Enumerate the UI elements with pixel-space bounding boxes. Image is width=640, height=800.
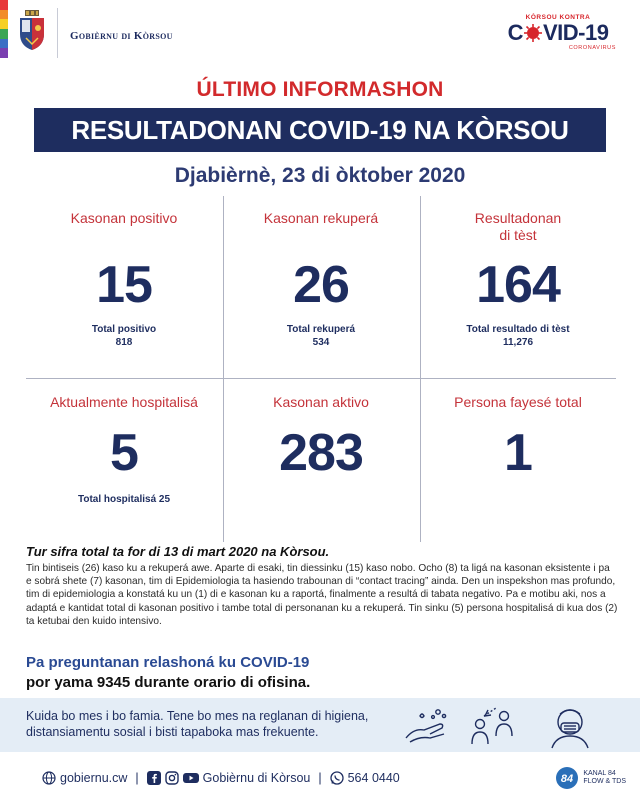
website-link[interactable]: gobiernu.cw	[60, 771, 128, 785]
phone-number[interactable]: 564 0440	[347, 771, 400, 785]
covid-logo-letter-c: C	[507, 20, 523, 45]
whatsapp-icon[interactable]	[330, 771, 344, 785]
kanal-84-badge-number: 84	[561, 773, 574, 785]
stat-total-label: Total hospitalisá 25	[77, 494, 171, 505]
hygiene-advice-band	[0, 698, 640, 752]
facebook-icon[interactable]	[147, 771, 161, 785]
stat-value: 5	[110, 424, 138, 482]
stat-label: Persona fayesé total	[454, 394, 582, 410]
social-distancing-icon	[472, 708, 512, 744]
stat-label-line2: di tèst	[499, 227, 537, 243]
hand-washing-icon	[406, 710, 446, 742]
korsou-kontra-covid-logo	[494, 14, 622, 60]
stat-value: 283	[279, 424, 363, 482]
contact-line-1: Pa preguntanan relashoná ku COVID-19	[26, 654, 310, 671]
face-mask-icon	[552, 710, 588, 748]
stat-positive-cases	[26, 210, 222, 349]
hygiene-advice-text: Kuida bo mes i bo famia. Tene bo mes na reglanan di higiena, distansiamentu sosial i bisti tapaboka mas frekuente.	[26, 709, 369, 739]
header-divider	[57, 8, 58, 58]
page-title: RESULTADONAN COVID-19 NA KÒRSOU	[34, 108, 606, 152]
footer-contact-row	[42, 771, 400, 785]
kanal-84-badge-icon	[555, 766, 579, 790]
stat-total-value: 11,276	[502, 337, 534, 348]
prevention-icons	[400, 702, 610, 750]
update-paragraph: Tin bintiseis (26) kaso ku a rekuperá awe. Aparte di esaki, tin diessinku (15) kaso nobo. Ocho (8) ta ligá na kasonan eksistente i pa e sobrá shete (7) kasonan, tim di Epidemiologia ta hasiendo trabounan di “contact tracing” ainda. Den un inspekshon mas profundo, tim di epidemiologia a konstatá ku un (1) di e kasonan ku a raportá, finalmente a resultá di tabata negativo. Pa e motibu aki, nos a adaptá e kantidat total di kasonan positivo i tambe total di personanan ku a rekuperá. Tin sinku (5) persona hospitalisá di kua dos (2) ta ketubai den kuido intensivo.	[26, 563, 618, 627]
stat-value: 15	[96, 256, 152, 314]
stat-total-label: Total resultado di tèst	[466, 324, 570, 335]
footer-separator: |	[318, 771, 322, 785]
report-date: Djabièrnè, 23 di òktober 2020	[174, 164, 466, 187]
covid-logo-main	[494, 21, 622, 45]
stat-total-label: Total positivo	[91, 324, 157, 335]
kanal-84-line2: FLOW & TDS	[583, 778, 626, 785]
stat-value: 1	[504, 424, 532, 482]
kanal-84-text	[583, 770, 626, 786]
social-handle[interactable]: Gobièrnu di Kòrsou	[202, 771, 311, 785]
stat-total-label: Total rekuperá	[286, 324, 356, 335]
stat-label: Kasonan aktivo	[273, 394, 369, 410]
stat-test-results	[420, 210, 616, 349]
stat-hospitalized	[26, 394, 222, 506]
covid-logo-sub: CORONAVIRUS	[568, 45, 616, 51]
stat-deaths	[420, 394, 616, 481]
stat-label: Kasonan rekuperá	[263, 210, 379, 226]
stat-total-value: 534	[312, 337, 330, 348]
instagram-icon[interactable]	[165, 771, 179, 785]
stat-value: 164	[476, 256, 560, 314]
coat-of-arms-icon	[16, 10, 48, 50]
stats-grid	[26, 196, 616, 542]
kanal-84-logo	[555, 766, 626, 790]
pride-stripe	[0, 0, 8, 58]
covid-logo-rest: VID-19	[542, 20, 609, 45]
stat-recovered-cases	[223, 210, 419, 349]
footer-separator: |	[135, 771, 139, 785]
lead-sentence: Tur sifra total ta for di 13 di mart 2020 na Kòrsou.	[26, 544, 330, 559]
grid-divider-horizontal	[26, 378, 616, 379]
footer	[0, 762, 640, 798]
stat-label-line1: Resultadonan	[474, 210, 562, 226]
covid-logo-top: KÒRSOU KONTRA	[525, 14, 591, 21]
stat-label: Aktualmente hospitalisá	[50, 394, 198, 410]
stat-value: 26	[293, 256, 349, 314]
youtube-icon[interactable]	[183, 771, 199, 785]
virus-icon	[523, 23, 543, 43]
stat-total-value: 818	[115, 337, 133, 348]
kanal-84-line1: KANAL 84	[583, 770, 616, 777]
government-name: Gobièrnu di Kòrsou	[70, 30, 173, 42]
header	[0, 0, 640, 80]
kicker-heading: ÚLTIMO INFORMASHON	[196, 78, 444, 101]
stat-label: Kasonan positivo	[70, 210, 178, 226]
stat-active-cases	[223, 394, 419, 481]
globe-icon	[42, 771, 56, 785]
contact-line-2: por yama 9345 durante orario di ofisina.	[26, 674, 311, 691]
